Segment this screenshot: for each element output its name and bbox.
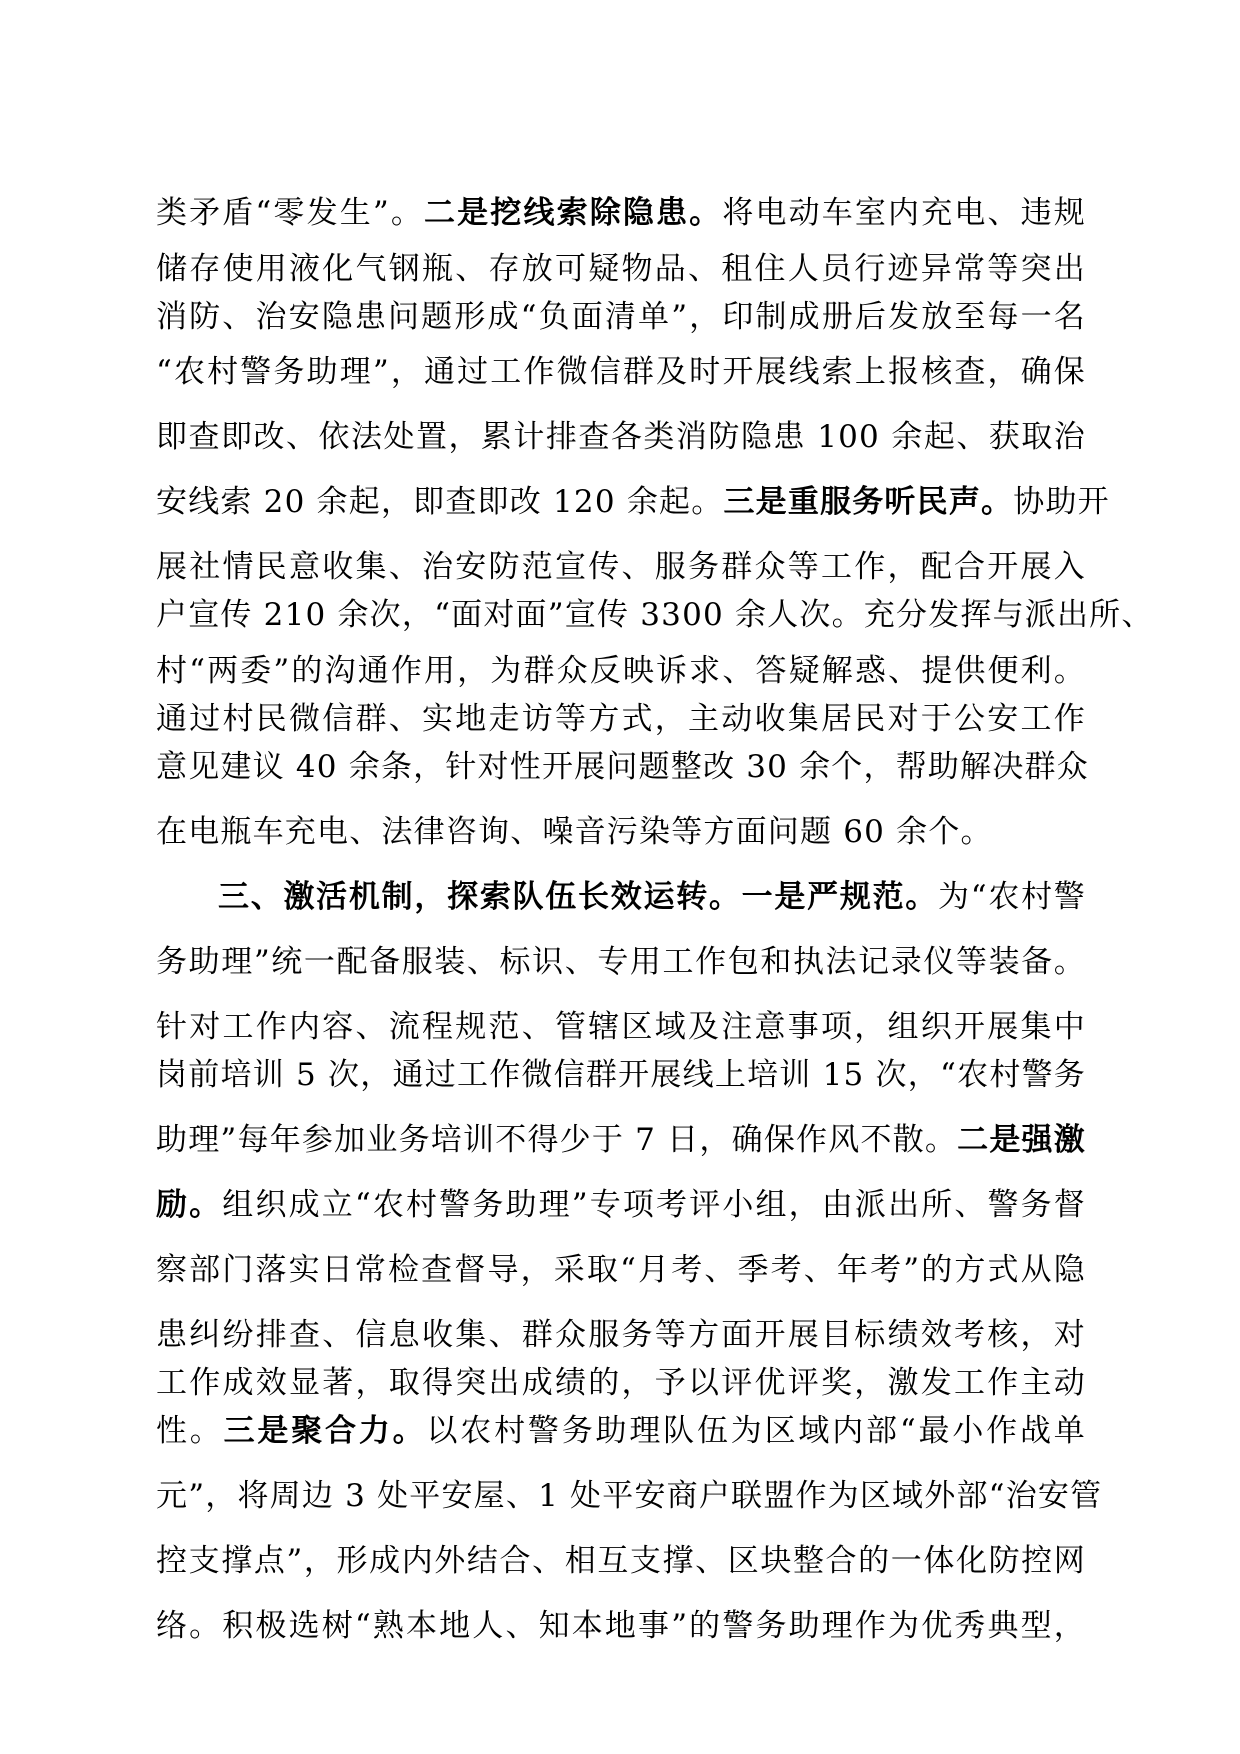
text-line: “农村警务助理”，通过工作微信群及时开展线索上报核查，确保	[156, 354, 1086, 390]
text-line: 控支撑点”，形成内外结合、相互支撑、区块整合的一体化防控网	[156, 1542, 1086, 1579]
text-line: 意见建议 40 余条，针对性开展问题整改 30 余个，帮助解决群众	[156, 748, 1089, 785]
section-heading-line: 三、激活机制，探索队伍长效运转。一是严规范。为“农村警	[218, 878, 1086, 915]
text-line: 通过村民微信群、实地走访等方式，主动收集居民对于公安工作	[156, 700, 1086, 737]
body-text	[156, 186, 1154, 1654]
text-line: 村“两委”的沟通作用，为群众反映诉求、答疑解惑、提供便利。	[156, 652, 1086, 689]
text-line: 察部门落实日常检查督导，采取“月考、季考、年考”的方式从隐	[156, 1251, 1086, 1288]
text-line: 工作成效显著，取得突出成绩的，予以评优评奖，激发工作主动	[156, 1364, 1086, 1401]
section-heading: 三、激活机制，探索队伍长效运转。	[218, 878, 742, 915]
text-line: 针对工作内容、流程规范、管辖区域及注意事项，组织开展集中	[156, 1008, 1086, 1045]
text-line: 性。三是聚合力。以农村警务助理队伍为区域内部“最小作战单	[156, 1412, 1086, 1449]
text-line: 安线索 20 余起，即查即改 120 余起。三是重服务听民声。协助开	[156, 484, 1110, 520]
text-line: 助理”每年参加业务培训不得少于 7 日，确保作风不散。二是强激	[156, 1121, 1086, 1158]
text-line: 消防、治安隐患问题形成“负面清单”，印制成册后发放至每一名	[156, 298, 1086, 335]
text-line: 元”，将周边 3 处平安屋、1 处平安商户联盟作为区域外部“治安管	[156, 1477, 1103, 1514]
text-line: 务助理”统一配备服装、标识、专用工作包和执法记录仪等装备。	[156, 943, 1086, 980]
text-line: 类矛盾“零发生”。二是挖线索除隐患。将电动车室内充电、违规	[156, 195, 1086, 231]
text-line: 在电瓶车充电、法律咨询、噪音污染等方面问题 60 余个。	[156, 813, 993, 850]
text-line: 络。积极选树“熟本地人、知本地事”的警务助理作为优秀典型，	[156, 1607, 1086, 1644]
text-line: 户宣传 210 余次，“面对面”宣传 3300 余人次。充分发挥与派出所、	[156, 597, 1154, 633]
text-line: 励。组织成立“农村警务助理”专项考评小组，由派出所、警务督	[156, 1186, 1086, 1223]
text-line: 患纠纷排查、信息收集、群众服务等方面开展目标绩效考核，对	[156, 1316, 1086, 1353]
text-line: 储存使用液化气钢瓶、存放可疑物品、租住人员行迹异常等突出	[156, 250, 1086, 287]
text-line: 岗前培训 5 次，通过工作微信群开展线上培训 15 次，“农村警务	[156, 1056, 1086, 1093]
text-line: 即查即改、依法处置，累计排查各类消防隐患 100 余起、获取治	[156, 419, 1086, 455]
text-line: 展社情民意收集、治安防范宣传、服务群众等工作，配合开展入	[156, 549, 1086, 585]
